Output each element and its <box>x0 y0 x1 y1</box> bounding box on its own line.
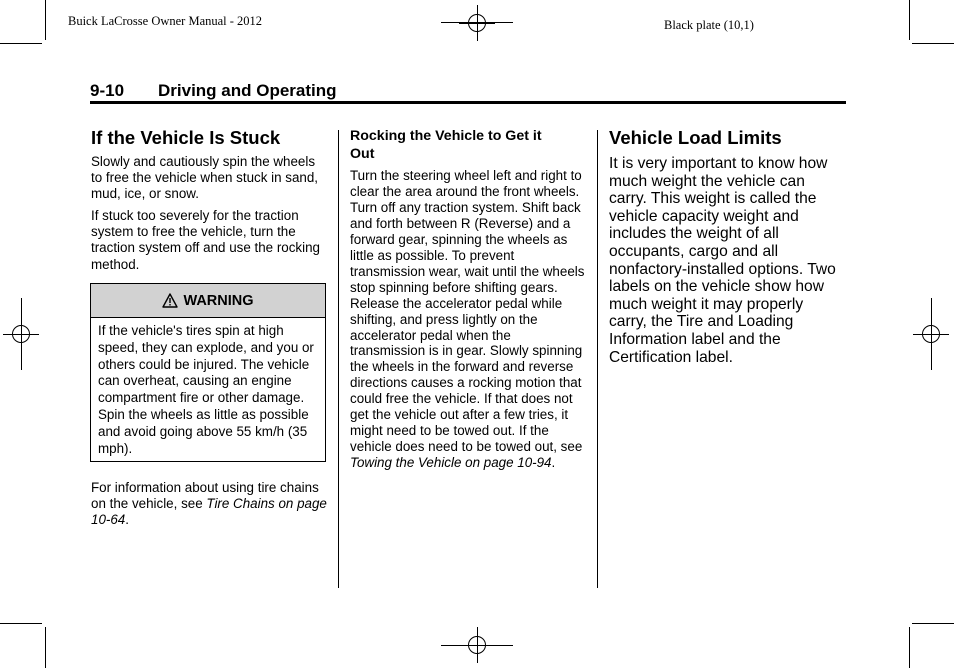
crop-mark <box>45 627 46 668</box>
page-number: 9-10 <box>90 81 125 100</box>
cross-reference-link[interactable]: Tire Chains on page 10-64 <box>91 496 327 528</box>
paragraph-text: . <box>125 512 129 528</box>
crop-mark <box>912 623 954 624</box>
warning-box <box>90 283 326 462</box>
crop-mark <box>0 623 42 624</box>
heading-vehicle-stuck: If the Vehicle Is Stuck <box>91 127 281 148</box>
paragraph: It is very important to know how much weight the vehicle can carry. This weight is called the vehicle capacity weight and includes the weight of all occupants, cargo and all nonfactory-installed options. Two labels on the vehicle show how much weight it may properly carry, the Tire and Loading Information label and the Certification label. <box>609 155 836 366</box>
crop-mark <box>909 627 910 668</box>
crop-mark <box>45 0 46 40</box>
crop-mark <box>912 43 954 44</box>
cross-reference-link[interactable]: Towing the Vehicle on page 10-94 <box>350 455 552 471</box>
registration-extension <box>441 22 513 23</box>
registration-extension <box>441 645 513 646</box>
warning-triangle-icon <box>162 293 178 308</box>
plate-label: Black plate (10,1) <box>664 18 754 32</box>
column-3 <box>609 127 841 366</box>
registration-extension <box>21 298 22 370</box>
warning-header <box>91 284 325 318</box>
paragraph-text: . <box>551 455 556 471</box>
section-rule <box>90 101 846 104</box>
heading-load-limits: Vehicle Load Limits <box>609 127 782 148</box>
paragraph-text: For information about using tire chains on the vehicle, see <box>91 480 319 512</box>
registration-extension <box>931 298 932 370</box>
paragraph-text: Turn the steering wheel left and right to clear the area around the front wheels. Turn off any traction system. Shift back and forth between R (Reverse) and a forward gear, spinning the wheels as little as possible. To prevent transmission wear, wait until the wheels stop spinning before shifting gears. Release the accelerator pedal while shifting, and press lightly on the accelerator pedal when the transmission is in gear. Slowly spinning the wheels in the forward and reverse directions causes a rocking motion that could free the vehicle. If that does not get the vehicle out after a few tries, it might need to be towed out. If the vehicle does need to be towed out, see <box>350 168 585 455</box>
paragraph: Slowly and cautiously spin the wheels to free the vehicle when stuck in sand, mud, ice, or snow. <box>91 154 319 202</box>
crop-mark <box>0 43 42 44</box>
section-title: Driving and Operating <box>158 81 337 100</box>
crop-mark <box>909 0 910 40</box>
heading-rocking: Rocking the Vehicle to Get it Out <box>350 128 542 162</box>
warning-label: WARNING <box>183 292 254 309</box>
column-divider <box>597 130 598 588</box>
column-1-footer <box>91 480 327 528</box>
paragraph <box>350 168 586 471</box>
paragraph: If stuck too severely for the traction system to free the vehicle, turn the traction system off and use the rocking method. <box>91 208 321 272</box>
paragraph <box>91 480 327 528</box>
manual-title: Buick LaCrosse Owner Manual - 2012 <box>68 14 263 28</box>
column-divider <box>338 130 339 588</box>
column-1 <box>91 127 329 273</box>
warning-text: If the vehicle's tires spin at high speed, they can explode, and you or others could be injured. The vehicle can overheat, causing an engine compartment fire or other damage. Spin the wheels as little as possible and avoid going above 55 km/h (35 mph). <box>98 323 314 456</box>
column-2 <box>350 127 586 471</box>
registration-mark-top <box>459 5 495 41</box>
